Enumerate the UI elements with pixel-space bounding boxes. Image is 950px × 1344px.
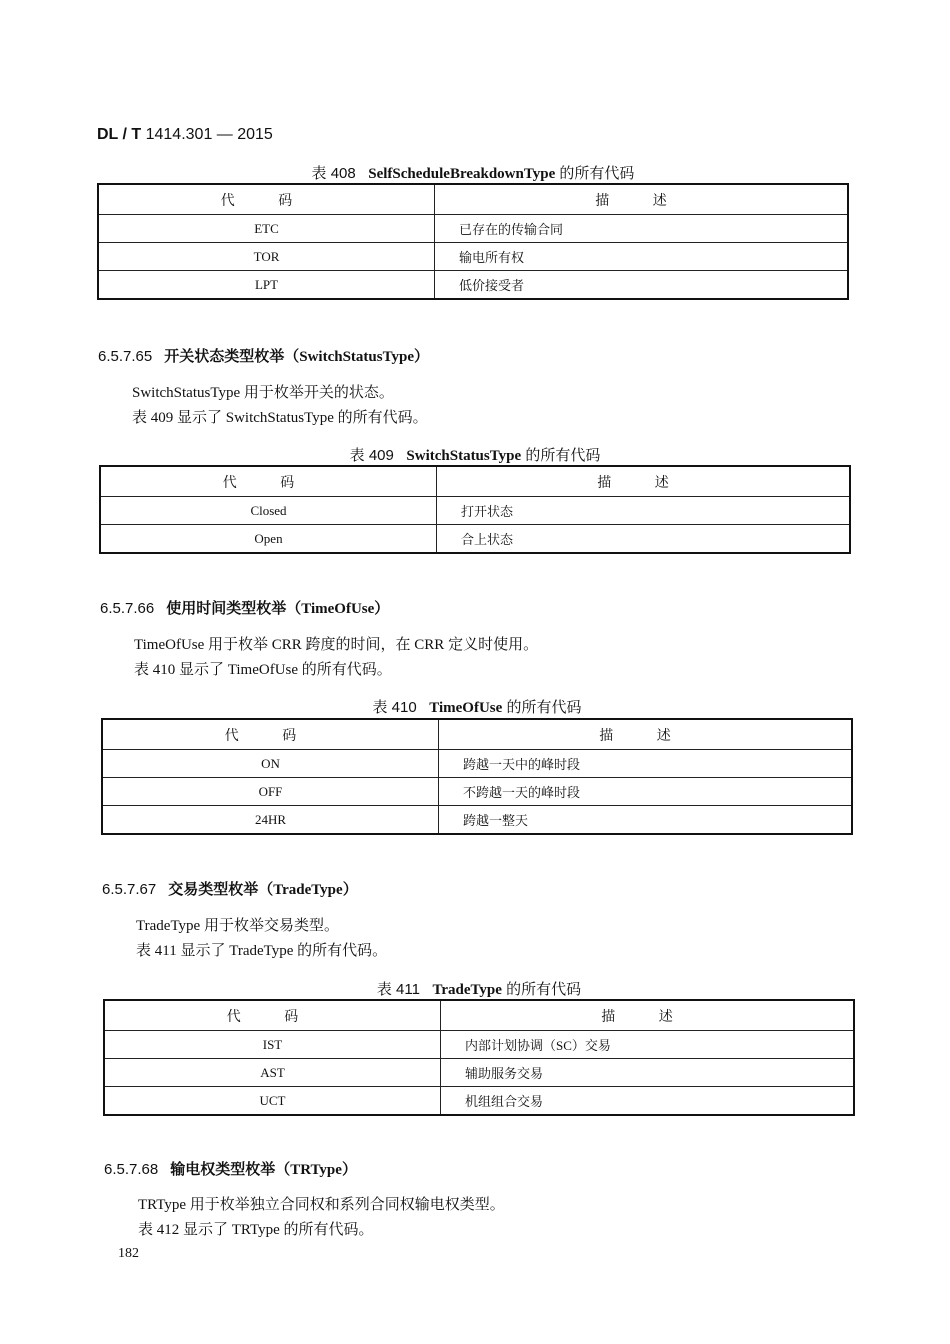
column-header-description: 描 述 <box>439 719 853 750</box>
table-row <box>102 806 852 835</box>
description-cell: 输电所有权 <box>435 243 849 271</box>
code-cell: 24HR <box>102 806 439 835</box>
caption-number: 表 410 <box>372 699 417 716</box>
table-row <box>102 778 852 806</box>
column-header-description: 描 述 <box>437 466 851 497</box>
code-cell: OFF <box>102 778 439 806</box>
section-number: 6.5.7.65 <box>98 348 153 365</box>
table-caption <box>103 978 855 999</box>
caption-number: 表 411 <box>376 981 420 998</box>
page-number: 182 <box>118 1246 139 1261</box>
paragraph-line: TimeOfUse 用于枚举 CRR 跨度的时间，在 CRR 定义时使用。 <box>134 637 539 653</box>
section-title-close: ） <box>413 348 429 365</box>
table-row <box>104 1087 854 1116</box>
section-title-close: ） <box>342 881 358 898</box>
table-caption <box>101 696 853 717</box>
section-title: 使用时间类型枚举（ <box>166 600 302 617</box>
code-cell: IST <box>104 1031 441 1059</box>
description-cell: 合上状态 <box>437 525 851 554</box>
paragraph-line: TRType 用于枚举独立合同权和系列合同权输电权类型。 <box>138 1197 505 1213</box>
section-title: 开关状态类型枚举（ <box>164 348 300 365</box>
description-cell: 辅助服务交易 <box>441 1059 855 1087</box>
caption-number: 表 408 <box>311 165 356 182</box>
section-enum-name: SwitchStatusType <box>299 349 414 365</box>
section-number: 6.5.7.67 <box>102 881 157 898</box>
section-number: 6.5.7.68 <box>104 1161 159 1178</box>
paragraph-line: 表 412 显示了 TRType 的所有代码。 <box>138 1222 374 1238</box>
paragraph-line: 表 411 显示了 TradeType 的所有代码。 <box>136 943 388 959</box>
column-header-description: 描 述 <box>435 184 849 215</box>
section-heading <box>102 878 358 899</box>
paragraph-line: TradeType 用于枚举交易类型。 <box>136 918 339 934</box>
caption-name: TimeOfUse <box>429 700 503 716</box>
code-cell: UCT <box>104 1087 441 1116</box>
column-header-code: 代 码 <box>100 466 437 497</box>
code-table-411 <box>103 999 855 1116</box>
description-cell: 内部计划协调（SC）交易 <box>441 1031 855 1059</box>
paragraph-line: SwitchStatusType 用于枚举开关的状态。 <box>132 385 394 401</box>
section-enum-name: TimeOfUse <box>301 601 375 617</box>
section-number: 6.5.7.66 <box>100 600 155 617</box>
table-row <box>98 271 848 300</box>
section-title: 交易类型枚举（ <box>168 881 274 898</box>
section-title-close: ） <box>341 1161 357 1178</box>
table-row <box>104 1059 854 1087</box>
table-row <box>104 1031 854 1059</box>
code-table-410 <box>101 718 853 835</box>
section-enum-name: TradeType <box>273 882 343 898</box>
header-prefix: DL / T <box>97 126 142 143</box>
column-header-code: 代 码 <box>104 1000 441 1031</box>
description-cell: 机组组合交易 <box>441 1087 855 1116</box>
description-cell: 不跨越一天的峰时段 <box>439 778 853 806</box>
column-header-description: 描 述 <box>441 1000 855 1031</box>
header-standard-number: 1414.301 — 2015 <box>141 126 273 143</box>
caption-name: SelfScheduleBreakdownType <box>368 166 556 182</box>
section-heading <box>100 597 389 618</box>
table-row <box>98 215 848 243</box>
table-row <box>100 497 850 525</box>
caption-suffix: 的所有代码 <box>506 981 582 998</box>
column-header-code: 代 码 <box>102 719 439 750</box>
document-header <box>97 126 273 144</box>
code-cell: Open <box>100 525 437 554</box>
section-title-close: ） <box>374 600 390 617</box>
code-cell: LPT <box>98 271 435 300</box>
caption-name: TradeType <box>432 982 502 998</box>
paragraph-line: 表 409 显示了 SwitchStatusType 的所有代码。 <box>132 410 428 426</box>
caption-name: SwitchStatusType <box>406 448 522 464</box>
table-caption <box>99 444 851 465</box>
code-cell: ON <box>102 750 439 778</box>
code-cell: AST <box>104 1059 441 1087</box>
caption-number: 表 409 <box>349 447 394 464</box>
code-cell: Closed <box>100 497 437 525</box>
table-row <box>102 750 852 778</box>
table-row <box>100 525 850 554</box>
table-caption <box>97 162 849 183</box>
table-row <box>98 243 848 271</box>
caption-suffix: 的所有代码 <box>525 447 601 464</box>
caption-suffix: 的所有代码 <box>559 165 635 182</box>
section-heading <box>104 1158 357 1179</box>
description-cell: 低价接受者 <box>435 271 849 300</box>
description-cell: 打开状态 <box>437 497 851 525</box>
code-table-408 <box>97 183 849 300</box>
paragraph-line: 表 410 显示了 TimeOfUse 的所有代码。 <box>134 662 392 678</box>
description-cell: 跨越一天中的峰时段 <box>439 750 853 778</box>
column-header-code: 代 码 <box>98 184 435 215</box>
caption-suffix: 的所有代码 <box>506 699 582 716</box>
code-cell: TOR <box>98 243 435 271</box>
description-cell: 跨越一整天 <box>439 806 853 835</box>
section-title: 输电权类型枚举（ <box>170 1161 291 1178</box>
section-heading <box>98 345 429 366</box>
code-cell: ETC <box>98 215 435 243</box>
code-table-409 <box>99 465 851 554</box>
description-cell: 已存在的传输合同 <box>435 215 849 243</box>
section-enum-name: TRType <box>290 1162 342 1178</box>
